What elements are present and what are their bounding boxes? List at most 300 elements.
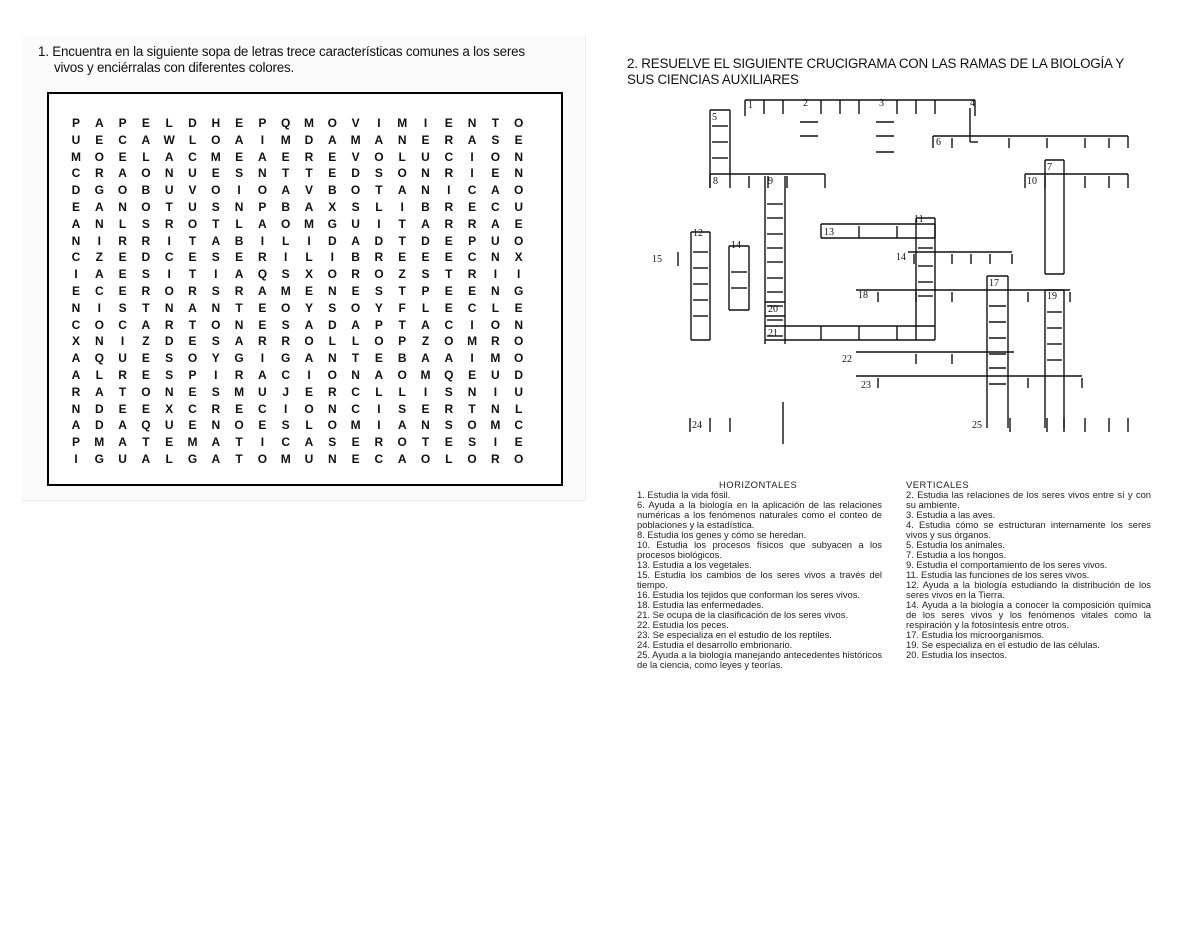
word-search-letter[interactable]: N: [94, 334, 104, 349]
word-search-letter[interactable]: S: [211, 200, 220, 214]
word-search-letter[interactable]: N: [514, 166, 524, 181]
word-search-letter[interactable]: E: [71, 284, 80, 298]
word-search-letter[interactable]: U: [491, 233, 500, 248]
word-search-letter[interactable]: C: [94, 284, 104, 298]
word-search-letter[interactable]: B: [351, 250, 360, 265]
word-search-letter[interactable]: E: [118, 149, 127, 164]
word-search-letter[interactable]: R: [491, 452, 500, 466]
word-search-letter[interactable]: T: [468, 401, 476, 416]
word-search-letter[interactable]: A: [258, 368, 267, 382]
word-search-letter[interactable]: E: [211, 166, 220, 181]
word-search-letter[interactable]: P: [398, 334, 407, 349]
word-search-letter[interactable]: E: [351, 435, 360, 450]
word-search-letter[interactable]: L: [118, 216, 127, 231]
word-search-letter[interactable]: A: [304, 351, 314, 366]
word-search-letter[interactable]: A: [94, 200, 104, 214]
word-search-letter[interactable]: I: [307, 233, 311, 248]
word-search-letter[interactable]: T: [235, 452, 243, 466]
word-search-letter[interactable]: P: [374, 317, 383, 332]
word-search-letter[interactable]: O: [257, 183, 268, 198]
word-search-letter[interactable]: E: [444, 300, 453, 315]
word-search-letter[interactable]: R: [327, 384, 337, 399]
word-search-letter[interactable]: O: [397, 435, 407, 450]
word-search-letter[interactable]: R: [351, 267, 360, 282]
word-search-letter[interactable]: C: [467, 183, 477, 198]
word-search-letter[interactable]: L: [445, 452, 453, 466]
word-search-letter[interactable]: A: [397, 183, 407, 198]
word-search-letter[interactable]: A: [211, 452, 221, 466]
word-search-letter[interactable]: S: [211, 334, 220, 349]
word-search-letter[interactable]: U: [514, 384, 524, 399]
word-search-letter[interactable]: T: [398, 233, 406, 248]
word-search-letter[interactable]: Q: [444, 368, 454, 382]
word-search-letter[interactable]: O: [94, 149, 104, 164]
word-search-letter[interactable]: N: [491, 284, 500, 298]
word-search-letter[interactable]: G: [514, 284, 524, 298]
word-search-letter[interactable]: R: [444, 401, 454, 416]
word-search-letter[interactable]: E: [328, 166, 337, 181]
word-search-letter[interactable]: A: [94, 384, 104, 399]
word-search-letter[interactable]: O: [327, 368, 337, 382]
word-search-letter[interactable]: T: [491, 116, 500, 130]
word-search-letter[interactable]: T: [445, 267, 453, 282]
word-search-letter[interactable]: C: [351, 401, 360, 416]
word-search-letter[interactable]: E: [351, 452, 360, 466]
word-search-letter[interactable]: I: [377, 418, 381, 433]
word-search-letter[interactable]: A: [304, 435, 314, 450]
word-search-letter[interactable]: T: [421, 435, 430, 450]
word-search-letter[interactable]: I: [470, 166, 474, 181]
word-search-letter[interactable]: U: [491, 368, 500, 382]
word-search-letter[interactable]: E: [118, 401, 127, 416]
word-search-letter[interactable]: O: [187, 351, 198, 366]
word-search-letter[interactable]: M: [210, 149, 221, 164]
word-search-letter[interactable]: T: [118, 384, 127, 399]
word-search-letter[interactable]: T: [142, 300, 150, 315]
word-search-letter[interactable]: E: [421, 401, 430, 416]
word-search-letter[interactable]: O: [397, 166, 407, 181]
word-search-letter[interactable]: V: [351, 149, 360, 164]
word-search-letter[interactable]: A: [118, 166, 127, 181]
word-search-letter[interactable]: B: [397, 351, 407, 366]
word-search-letter[interactable]: R: [374, 250, 384, 265]
word-search-letter[interactable]: E: [328, 149, 337, 164]
word-search-letter[interactable]: R: [141, 233, 151, 248]
word-search-letter[interactable]: E: [141, 368, 150, 382]
word-search-letter[interactable]: N: [327, 284, 337, 298]
word-search-letter[interactable]: C: [444, 149, 454, 164]
word-search-letter[interactable]: I: [400, 200, 404, 214]
word-search-letter[interactable]: O: [374, 149, 384, 164]
word-search-letter[interactable]: E: [235, 149, 244, 164]
word-search-letter[interactable]: O: [467, 418, 477, 433]
word-search-letter[interactable]: A: [281, 183, 291, 198]
word-search-letter[interactable]: P: [118, 116, 127, 130]
word-search-letter[interactable]: L: [95, 368, 103, 382]
word-search-letter[interactable]: N: [327, 401, 337, 416]
word-search-letter[interactable]: T: [282, 166, 290, 181]
word-search-letter[interactable]: N: [164, 166, 174, 181]
word-search-letter[interactable]: A: [94, 116, 104, 130]
word-search-letter[interactable]: N: [164, 384, 174, 399]
word-search-letter[interactable]: D: [327, 317, 337, 332]
word-search-letter[interactable]: E: [118, 250, 127, 265]
word-search-letter[interactable]: O: [514, 233, 524, 248]
word-search-letter[interactable]: E: [398, 250, 407, 265]
word-search-letter[interactable]: Z: [95, 250, 103, 265]
word-search-letter[interactable]: N: [491, 401, 500, 416]
word-search-letter[interactable]: A: [234, 334, 244, 349]
word-search-letter[interactable]: S: [421, 267, 430, 282]
word-search-letter[interactable]: J: [282, 384, 290, 399]
word-search-letter[interactable]: T: [398, 317, 406, 332]
word-search-letter[interactable]: R: [234, 284, 244, 298]
word-search-letter[interactable]: D: [514, 368, 524, 382]
word-search-letter[interactable]: I: [423, 384, 428, 399]
word-search-letter[interactable]: S: [118, 300, 127, 315]
word-search-letter[interactable]: E: [444, 284, 453, 298]
word-search-letter[interactable]: O: [304, 334, 314, 349]
word-search-letter[interactable]: A: [397, 452, 407, 466]
word-search-letter[interactable]: E: [374, 351, 383, 366]
word-search-letter[interactable]: M: [94, 435, 105, 450]
word-search-letter[interactable]: X: [71, 334, 80, 349]
word-search-letter[interactable]: I: [74, 267, 78, 282]
word-search-letter[interactable]: I: [120, 334, 125, 349]
word-search-letter[interactable]: S: [398, 401, 407, 416]
word-search-letter[interactable]: L: [375, 200, 383, 214]
word-search-letter[interactable]: G: [234, 351, 244, 366]
word-search-letter[interactable]: B: [327, 183, 337, 198]
word-search-letter[interactable]: N: [351, 368, 360, 382]
word-search-letter[interactable]: A: [234, 132, 244, 147]
word-search-letter[interactable]: A: [351, 233, 360, 248]
word-search-letter[interactable]: L: [398, 384, 406, 399]
word-search-letter[interactable]: D: [351, 166, 360, 181]
word-search-letter[interactable]: E: [235, 401, 244, 416]
word-search-letter[interactable]: A: [421, 216, 430, 231]
word-search-letter[interactable]: D: [94, 418, 104, 433]
word-search-letter[interactable]: N: [421, 166, 430, 181]
word-search-letter[interactable]: E: [514, 300, 523, 315]
word-search-letter[interactable]: E: [444, 233, 453, 248]
word-search-letter[interactable]: C: [118, 132, 127, 147]
word-search-letter[interactable]: E: [258, 317, 267, 332]
word-search-letter[interactable]: D: [327, 233, 337, 248]
word-search-letter[interactable]: F: [398, 300, 406, 315]
word-search-letter[interactable]: G: [187, 452, 198, 466]
word-search-letter[interactable]: E: [71, 200, 80, 214]
word-search-letter[interactable]: I: [97, 233, 101, 248]
word-search-letter[interactable]: E: [444, 116, 453, 130]
word-search-letter[interactable]: M: [280, 452, 291, 466]
word-search-letter[interactable]: T: [235, 435, 243, 450]
word-search-letter[interactable]: E: [235, 116, 244, 130]
word-search-letter[interactable]: D: [141, 250, 151, 265]
word-search-letter[interactable]: O: [117, 183, 128, 198]
word-search-letter[interactable]: I: [167, 267, 171, 282]
word-search-letter[interactable]: S: [468, 435, 477, 450]
word-search-letter[interactable]: R: [258, 250, 267, 265]
word-search-letter[interactable]: I: [493, 267, 498, 282]
word-search-letter[interactable]: C: [351, 384, 360, 399]
word-search-letter[interactable]: O: [281, 216, 291, 231]
word-search-letter[interactable]: I: [237, 183, 241, 198]
word-search-letter[interactable]: U: [118, 351, 127, 366]
word-search-letter[interactable]: I: [470, 149, 474, 164]
word-search-letter[interactable]: U: [514, 200, 524, 214]
word-search-letter[interactable]: A: [258, 284, 267, 298]
word-search-letter[interactable]: E: [165, 435, 174, 450]
word-search-letter[interactable]: A: [234, 267, 244, 282]
word-search-letter[interactable]: I: [493, 384, 498, 399]
word-search-letter[interactable]: L: [165, 452, 173, 466]
word-search-letter[interactable]: I: [470, 317, 474, 332]
word-search-letter[interactable]: U: [304, 452, 314, 466]
word-search-letter[interactable]: E: [188, 418, 197, 433]
word-search-letter[interactable]: M: [280, 132, 291, 147]
word-search-letter[interactable]: L: [328, 334, 336, 349]
word-search-letter[interactable]: N: [491, 250, 500, 265]
word-search-letter[interactable]: O: [304, 401, 314, 416]
word-search-letter[interactable]: L: [142, 149, 150, 164]
word-search-letter[interactable]: C: [281, 435, 291, 450]
word-search-letter[interactable]: C: [491, 200, 500, 214]
word-search-letter[interactable]: I: [470, 351, 474, 366]
word-search-letter[interactable]: I: [423, 116, 428, 130]
word-search-letter[interactable]: R: [444, 200, 454, 214]
word-search-letter[interactable]: A: [71, 351, 81, 366]
word-search-letter[interactable]: T: [398, 216, 406, 231]
word-search-letter[interactable]: S: [281, 317, 290, 332]
word-search-letter[interactable]: O: [187, 216, 198, 231]
word-search-letter[interactable]: L: [188, 132, 197, 147]
word-search-letter[interactable]: R: [141, 284, 151, 298]
word-search-letter[interactable]: B: [234, 233, 244, 248]
word-search-letter[interactable]: R: [71, 384, 81, 399]
word-search-letter[interactable]: L: [305, 418, 313, 433]
word-search-letter[interactable]: S: [328, 300, 337, 315]
word-search-letter[interactable]: D: [421, 233, 430, 248]
word-search-letter[interactable]: I: [517, 267, 521, 282]
word-search-letter[interactable]: R: [94, 166, 104, 181]
word-search-letter[interactable]: Q: [94, 351, 104, 366]
word-search-letter[interactable]: R: [164, 317, 174, 332]
word-search-letter[interactable]: S: [444, 418, 453, 433]
word-search-letter[interactable]: O: [327, 267, 337, 282]
word-search-letter[interactable]: R: [304, 149, 314, 164]
word-search-letter[interactable]: L: [421, 300, 430, 315]
word-search-letter[interactable]: E: [188, 334, 197, 349]
word-search-letter[interactable]: C: [188, 149, 197, 164]
word-search-letter[interactable]: L: [491, 300, 500, 315]
word-search-letter[interactable]: O: [374, 334, 384, 349]
word-search-letter[interactable]: A: [491, 183, 500, 198]
word-search-letter[interactable]: O: [514, 351, 524, 366]
word-search-letter[interactable]: A: [94, 267, 104, 282]
word-search-letter[interactable]: I: [493, 435, 498, 450]
word-search-letter[interactable]: E: [141, 116, 150, 130]
word-search-letter[interactable]: A: [71, 216, 81, 231]
word-search-letter[interactable]: L: [305, 250, 313, 265]
word-search-letter[interactable]: R: [118, 233, 127, 248]
word-search-letter[interactable]: A: [421, 317, 430, 332]
word-search-letter[interactable]: R: [188, 284, 197, 298]
word-search-letter[interactable]: A: [374, 368, 384, 382]
word-search-letter[interactable]: U: [164, 183, 174, 198]
word-search-letter[interactable]: V: [351, 116, 360, 130]
word-search-letter[interactable]: I: [260, 351, 265, 366]
word-search-letter[interactable]: M: [350, 418, 361, 433]
word-search-letter[interactable]: A: [397, 418, 407, 433]
word-search-letter[interactable]: E: [304, 284, 313, 298]
word-search-letter[interactable]: P: [71, 435, 80, 450]
word-search-letter[interactable]: L: [165, 116, 173, 130]
word-search-letter[interactable]: S: [491, 132, 500, 147]
word-search-letter[interactable]: A: [304, 317, 314, 332]
word-search-letter[interactable]: I: [74, 452, 78, 466]
word-search-letter[interactable]: W: [163, 132, 175, 147]
word-search-letter[interactable]: O: [141, 166, 151, 181]
word-search-letter[interactable]: N: [258, 166, 267, 181]
word-search-letter[interactable]: N: [234, 317, 244, 332]
word-search-letter[interactable]: S: [374, 166, 383, 181]
word-search-letter[interactable]: Q: [257, 267, 268, 282]
word-search-letter[interactable]: O: [350, 300, 361, 315]
word-search-letter[interactable]: L: [398, 149, 406, 164]
word-search-letter[interactable]: S: [281, 418, 290, 433]
word-search-letter[interactable]: A: [141, 452, 151, 466]
word-search-letter[interactable]: A: [211, 233, 221, 248]
word-search-letter[interactable]: O: [490, 149, 501, 164]
word-search-letter[interactable]: Z: [142, 334, 150, 349]
word-search-letter[interactable]: A: [188, 300, 197, 315]
word-search-letter[interactable]: E: [118, 267, 127, 282]
word-search-letter[interactable]: N: [421, 418, 430, 433]
word-search-letter[interactable]: E: [351, 284, 360, 298]
word-search-letter[interactable]: Z: [421, 334, 430, 349]
word-search-letter[interactable]: X: [328, 200, 337, 214]
word-search-letter[interactable]: S: [211, 250, 220, 265]
word-search-letter[interactable]: E: [235, 250, 244, 265]
word-search-letter[interactable]: N: [514, 149, 524, 164]
word-search-letter[interactable]: L: [351, 334, 360, 349]
word-search-letter[interactable]: N: [327, 452, 337, 466]
word-search-letter[interactable]: O: [164, 284, 174, 298]
word-search-letter[interactable]: A: [304, 200, 314, 214]
word-search-letter[interactable]: T: [142, 435, 150, 450]
word-search-letter[interactable]: I: [260, 233, 265, 248]
word-search-letter[interactable]: Q: [141, 418, 151, 433]
word-search-letter[interactable]: M: [234, 384, 245, 399]
word-search-letter[interactable]: Y: [211, 351, 220, 366]
word-search-letter[interactable]: N: [211, 418, 221, 433]
word-search-letter[interactable]: E: [188, 250, 197, 265]
word-search-letter[interactable]: P: [258, 200, 267, 214]
word-search-letter[interactable]: C: [188, 401, 197, 416]
word-search-letter[interactable]: A: [444, 351, 454, 366]
word-search-letter[interactable]: A: [164, 149, 174, 164]
word-search-letter[interactable]: I: [377, 216, 381, 231]
word-search-letter[interactable]: E: [304, 384, 313, 399]
word-search-letter[interactable]: S: [235, 166, 244, 181]
word-search-letter[interactable]: E: [468, 284, 477, 298]
word-search-letter[interactable]: O: [514, 334, 524, 349]
word-search-letter[interactable]: L: [515, 401, 523, 416]
word-search-letter[interactable]: U: [164, 418, 174, 433]
word-search-letter[interactable]: Y: [374, 300, 383, 315]
word-search-letter[interactable]: O: [490, 317, 501, 332]
word-search-letter[interactable]: D: [164, 334, 174, 349]
word-search-letter[interactable]: P: [258, 116, 267, 130]
word-search-letter[interactable]: E: [281, 149, 290, 164]
word-search-letter[interactable]: S: [374, 284, 383, 298]
word-search-letter[interactable]: O: [514, 183, 524, 198]
word-search-letter[interactable]: C: [118, 317, 127, 332]
word-search-letter[interactable]: M: [71, 149, 81, 164]
word-search-letter[interactable]: U: [71, 132, 81, 147]
word-search-letter[interactable]: L: [282, 233, 290, 248]
word-search-letter[interactable]: R: [211, 401, 221, 416]
word-search-letter[interactable]: N: [234, 200, 244, 214]
word-search-letter[interactable]: I: [284, 250, 288, 265]
word-search-letter[interactable]: O: [467, 452, 477, 466]
word-search-letter[interactable]: M: [397, 116, 408, 130]
word-search-letter[interactable]: N: [467, 384, 477, 399]
word-search-letter[interactable]: U: [421, 149, 430, 164]
word-search-letter[interactable]: E: [258, 300, 267, 315]
word-search-letter[interactable]: X: [514, 250, 523, 265]
word-search-letter[interactable]: C: [467, 250, 477, 265]
word-search-letter[interactable]: T: [305, 166, 313, 181]
word-search-letter[interactable]: T: [375, 183, 383, 198]
word-search-letter[interactable]: R: [374, 435, 384, 450]
word-search-letter[interactable]: R: [444, 166, 454, 181]
word-search-letter[interactable]: R: [444, 132, 454, 147]
word-search-letter[interactable]: N: [421, 183, 430, 198]
word-search-letter[interactable]: O: [257, 452, 268, 466]
word-search-letter[interactable]: E: [468, 368, 477, 382]
word-search-letter[interactable]: T: [351, 351, 360, 366]
word-search-letter[interactable]: Z: [398, 267, 406, 282]
word-search-letter[interactable]: R: [281, 334, 291, 349]
word-search-letter[interactable]: M: [467, 334, 478, 349]
word-search-letter[interactable]: A: [374, 132, 384, 147]
word-search-letter[interactable]: S: [328, 435, 337, 450]
word-search-letter[interactable]: N: [94, 216, 104, 231]
word-search-letter[interactable]: I: [260, 435, 265, 450]
word-search-letter[interactable]: A: [327, 132, 337, 147]
word-search-letter[interactable]: T: [165, 200, 173, 214]
word-search-letter[interactable]: Y: [304, 300, 313, 315]
word-search-letter[interactable]: N: [514, 317, 524, 332]
word-search-letter[interactable]: E: [258, 418, 267, 433]
word-search-letter[interactable]: S: [141, 267, 150, 282]
word-search-letter[interactable]: L: [375, 384, 383, 399]
word-search-letter[interactable]: G: [327, 216, 337, 231]
word-search-letter[interactable]: V: [188, 183, 197, 198]
word-search-letter[interactable]: U: [188, 166, 197, 181]
word-search-letter[interactable]: O: [141, 384, 151, 399]
word-search-letter[interactable]: U: [118, 452, 127, 466]
word-search-letter[interactable]: I: [260, 132, 265, 147]
word-search-letter[interactable]: O: [327, 418, 337, 433]
word-search-letter[interactable]: O: [420, 452, 431, 466]
word-search-letter[interactable]: E: [118, 284, 127, 298]
word-search-letter[interactable]: A: [211, 435, 221, 450]
word-search-letter[interactable]: D: [188, 116, 197, 130]
word-search-letter[interactable]: U: [258, 384, 267, 399]
